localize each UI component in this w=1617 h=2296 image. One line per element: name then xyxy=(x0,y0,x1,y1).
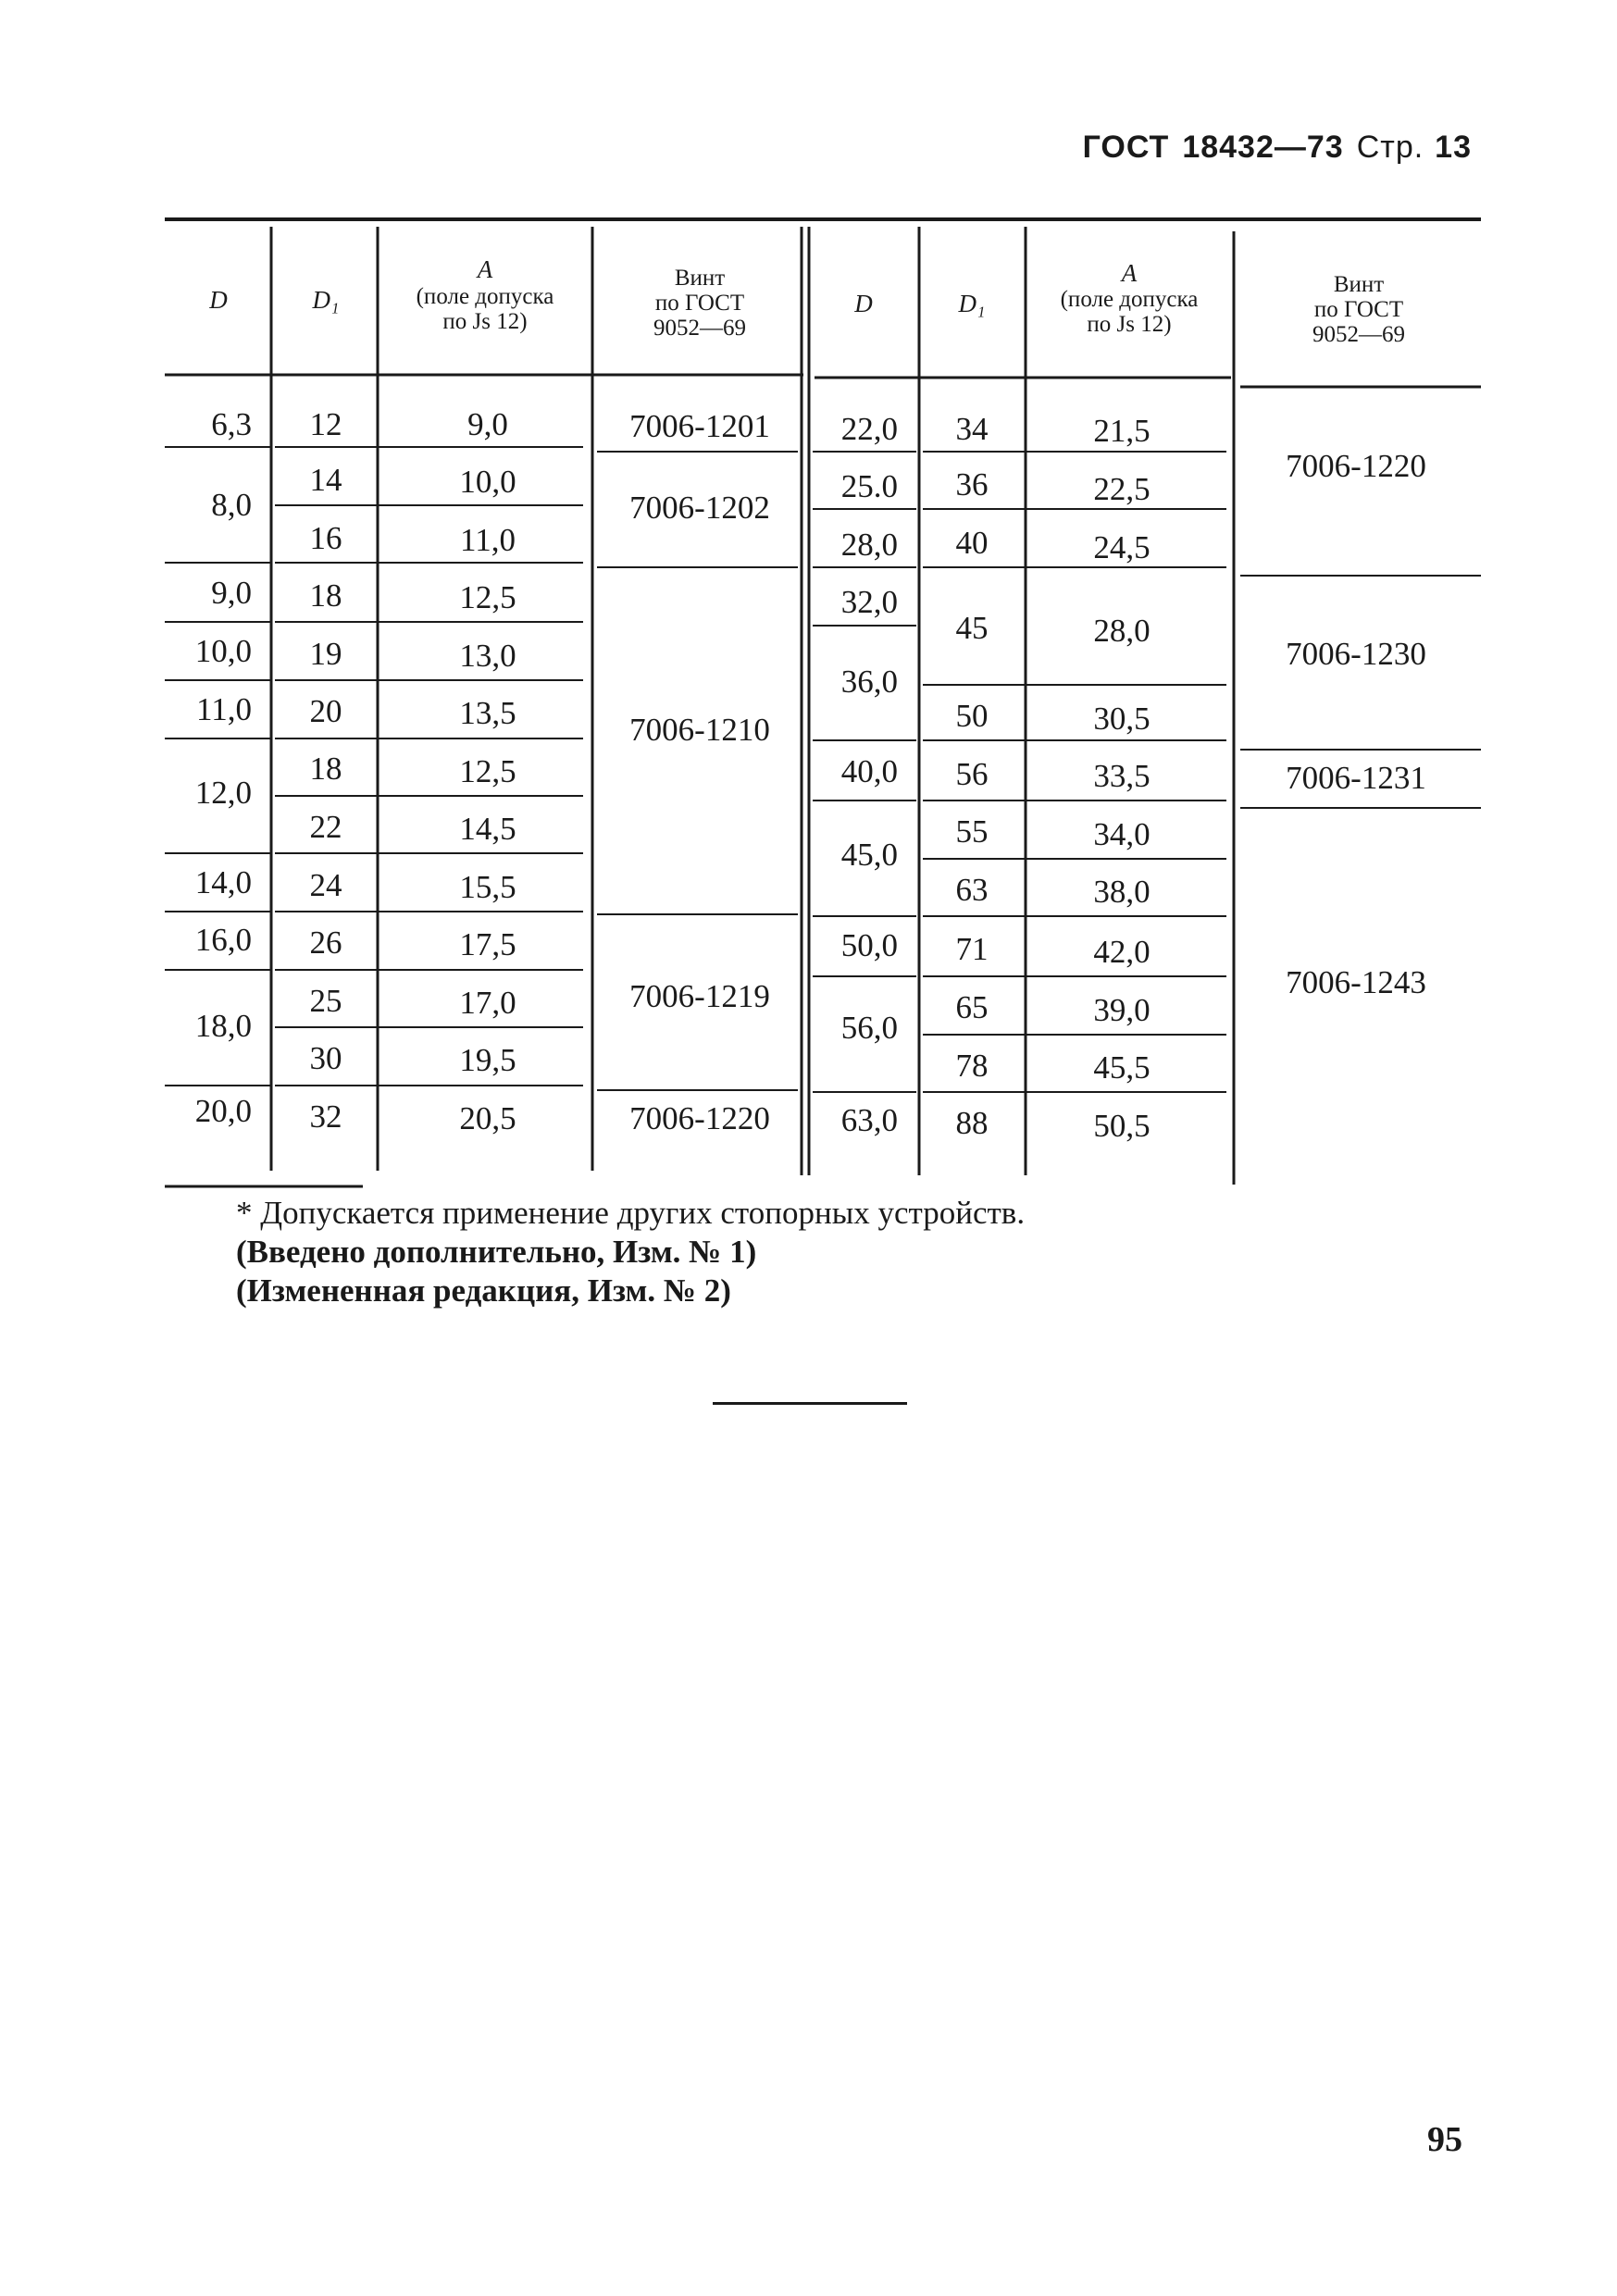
table-cell: 28,0 xyxy=(1093,613,1151,649)
header-page-number: 13 xyxy=(1435,130,1472,165)
header-screw-right-line2: по ГОСТ xyxy=(1313,297,1404,322)
table-cell: 36 xyxy=(955,466,989,503)
header-a-right-line1: (поле допуска xyxy=(1060,287,1199,312)
table-cell: 56 xyxy=(955,756,989,792)
left-d-column xyxy=(195,406,252,1129)
header-screw-line3: 9052—69 xyxy=(653,316,746,341)
table-cell: 20 xyxy=(309,693,342,729)
standard-number: 18432—73 xyxy=(1182,130,1344,165)
header-screw-line2: по ГОСТ xyxy=(654,291,745,316)
header-a-line2: по Js 12) xyxy=(442,309,528,334)
table-cell: 22 xyxy=(309,809,342,845)
page-label: Стр. xyxy=(1356,130,1424,165)
amendment-note-1: (Введено дополнительно, Изм. № 1) xyxy=(236,1234,757,1270)
table-cell: 17,5 xyxy=(459,926,516,962)
table-cell: 19,5 xyxy=(459,1042,516,1078)
table-cell: 36,0 xyxy=(840,664,898,700)
table-cell: 7006-1220 xyxy=(629,1100,770,1136)
right-screw-column xyxy=(1286,448,1426,1000)
table-cell: 24,5 xyxy=(1093,529,1151,565)
table-cell: 14,0 xyxy=(194,864,252,900)
header-a: A xyxy=(477,255,493,283)
table-cell: 10,0 xyxy=(459,464,516,500)
table-cell: 7006-1220 xyxy=(1286,448,1426,484)
header-a-right: A xyxy=(1121,259,1138,287)
table-cell: 7006-1210 xyxy=(629,712,770,748)
table-cell: 7006-1201 xyxy=(629,408,770,444)
table-cell: 6,3 xyxy=(211,406,252,442)
table-cell: 50,5 xyxy=(1093,1108,1151,1144)
header-d1-right: D₁ xyxy=(958,290,986,317)
table-cell: 16 xyxy=(309,520,342,556)
table-cell: 18,0 xyxy=(194,1008,252,1044)
table-cell: 40 xyxy=(955,525,989,561)
table-cell: 28,0 xyxy=(840,527,898,563)
table-cell: 56,0 xyxy=(840,1010,898,1046)
table-cell: 50,0 xyxy=(840,927,898,963)
table-cell: 7006-1202 xyxy=(629,490,770,526)
table-cell: 32 xyxy=(309,1098,342,1135)
table-cell: 14 xyxy=(309,462,342,498)
left-screw-column xyxy=(629,408,770,1136)
table-cell: 25.0 xyxy=(840,468,898,504)
table-cell: 33,5 xyxy=(1093,758,1151,794)
table-cell: 21,5 xyxy=(1093,413,1151,449)
header-screw-right-line3: 9052—69 xyxy=(1312,322,1405,347)
table-cell: 7006-1231 xyxy=(1286,760,1426,796)
table-header xyxy=(208,255,1405,347)
table-cell: 34,0 xyxy=(1093,816,1151,852)
table-cell: 63 xyxy=(955,872,989,908)
table-cell: 20,0 xyxy=(194,1093,252,1129)
table-cell: 7006-1230 xyxy=(1286,636,1426,672)
table-cell: 22,0 xyxy=(840,411,898,447)
header-d-right: D xyxy=(854,290,873,317)
table-cell: 45,5 xyxy=(1093,1049,1151,1086)
table-cell: 18 xyxy=(309,751,342,787)
table-rules xyxy=(165,219,1481,1185)
table-cell: 45 xyxy=(955,610,989,646)
table-cell: 17,0 xyxy=(459,985,516,1021)
table-cell: 32,0 xyxy=(840,584,898,620)
table-cell: 22,5 xyxy=(1093,471,1151,507)
table-cell: 55 xyxy=(955,813,989,850)
table-cell: 12 xyxy=(309,406,342,442)
table-cell: 11,0 xyxy=(460,522,516,558)
table-cell: 13,5 xyxy=(459,695,516,731)
table-cell: 7006-1219 xyxy=(629,978,770,1014)
table-cell: 20,5 xyxy=(459,1100,516,1136)
header-screw-line1: Винт xyxy=(674,266,726,291)
table-cell: 8,0 xyxy=(211,487,252,523)
table-cell: 30,5 xyxy=(1093,701,1151,737)
table-cell: 50 xyxy=(955,698,989,734)
table-cell: 63,0 xyxy=(840,1102,898,1138)
header-a-right-line2: по Js 12) xyxy=(1087,312,1172,337)
header-d1: D₁ xyxy=(312,286,340,314)
table-cell: 15,5 xyxy=(459,869,516,905)
table-cell: 38,0 xyxy=(1093,874,1151,910)
right-d1-column xyxy=(956,411,989,1141)
table-cell: 24 xyxy=(309,867,342,903)
table-cell: 12,0 xyxy=(194,775,252,811)
table-cell: 12,5 xyxy=(459,579,516,615)
page-number: 95 xyxy=(1427,2120,1462,2159)
table-cell: 30 xyxy=(309,1040,342,1076)
table-cell: 19 xyxy=(309,636,342,672)
table-cell: 40,0 xyxy=(840,753,898,789)
table-cell: 16,0 xyxy=(194,922,252,958)
footnote: * Допускается применение других стопорных устройств. xyxy=(236,1195,1026,1231)
amendment-note-2: (Измененная редакция, Изм. № 2) xyxy=(236,1272,731,1309)
table-cell: 42,0 xyxy=(1093,934,1151,970)
table-cell: 25 xyxy=(309,983,342,1019)
table-cell: 13,0 xyxy=(459,638,516,674)
header-screw-right-line1: Винт xyxy=(1333,272,1385,297)
table-cell: 45,0 xyxy=(840,837,898,873)
table-cell: 26 xyxy=(309,925,342,961)
table-cell: 11,0 xyxy=(196,691,252,727)
table-cell: 65 xyxy=(955,989,989,1025)
table-cell: 9,0 xyxy=(467,406,508,442)
table-cell: 88 xyxy=(955,1105,989,1141)
table-cell: 12,5 xyxy=(459,753,516,789)
table-cell: 7006-1243 xyxy=(1286,964,1426,1000)
header-d: D xyxy=(209,286,228,314)
notes xyxy=(236,1194,1254,1310)
left-d1-column xyxy=(310,406,342,1135)
right-d-column xyxy=(841,411,898,1138)
table-cell: 78 xyxy=(955,1048,989,1084)
table-cell: 34 xyxy=(955,411,989,447)
table-cell: 71 xyxy=(955,931,989,967)
table-cell: 9,0 xyxy=(211,575,252,611)
table-cell: 14,5 xyxy=(459,811,516,847)
standard-label: ГОСТ xyxy=(1082,130,1170,165)
table-cell: 39,0 xyxy=(1093,992,1151,1028)
header-a-line1: (поле допуска xyxy=(416,284,554,309)
table-cell: 18 xyxy=(309,577,342,614)
end-rule xyxy=(713,1402,907,1405)
table-cell: 10,0 xyxy=(194,633,252,669)
